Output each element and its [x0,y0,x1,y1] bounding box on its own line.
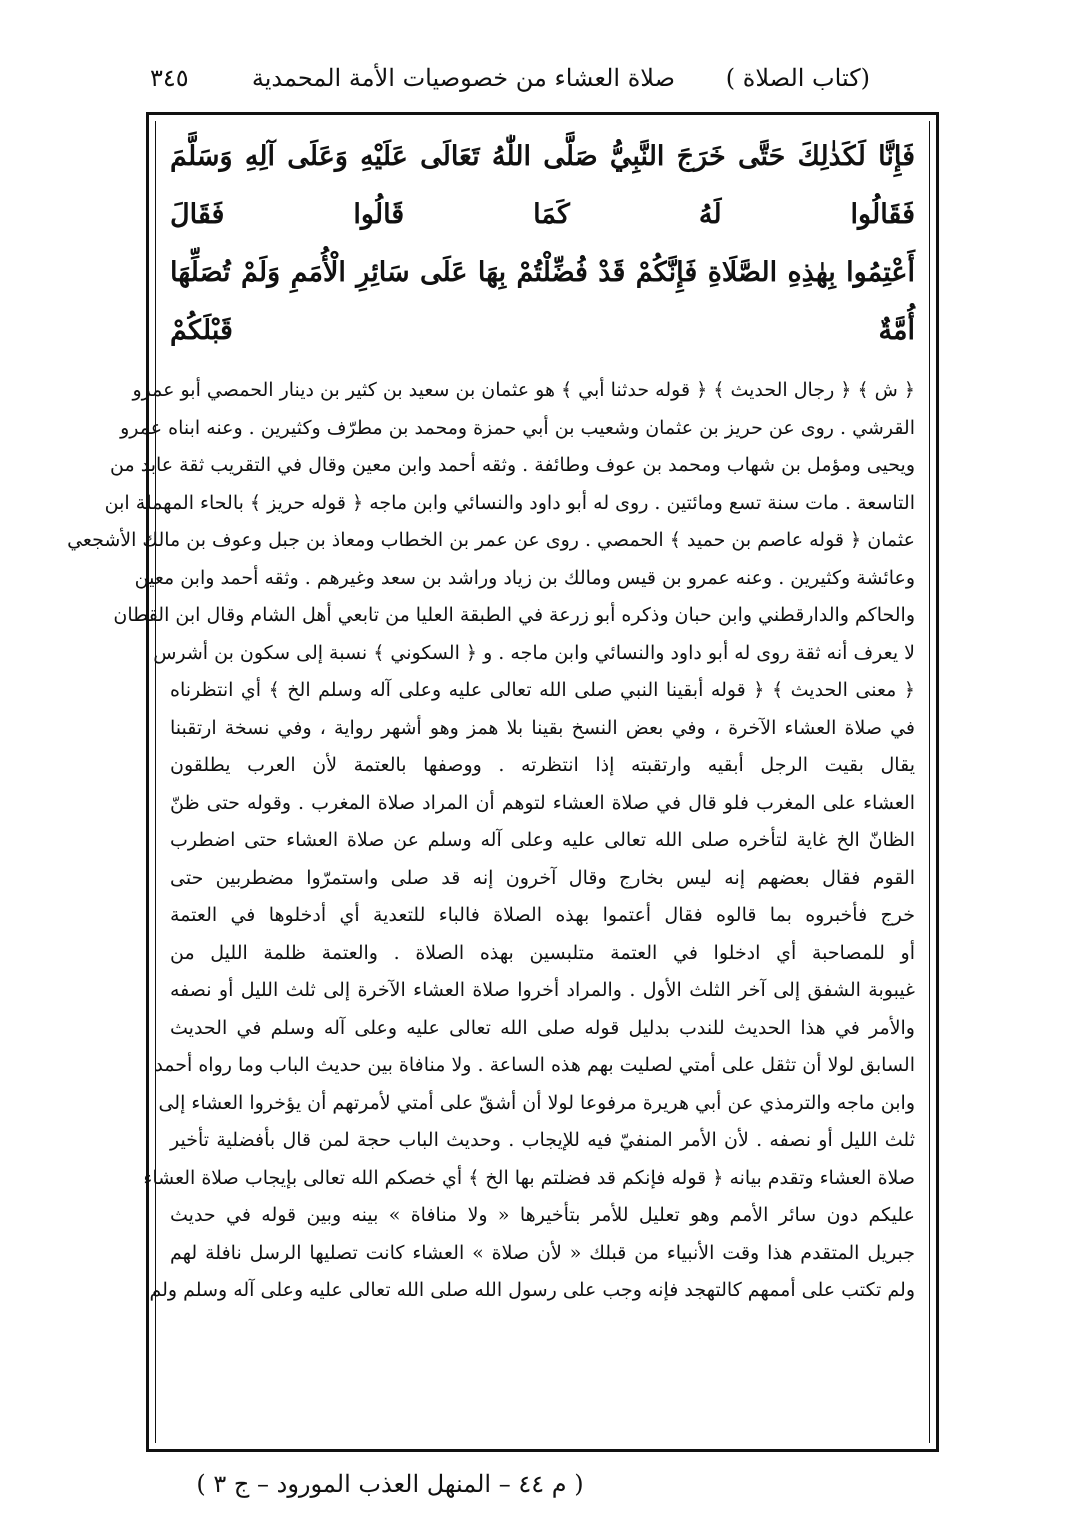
book-title: (كتاب الصلاة ) [725,64,870,92]
chapter-title: صلاة العشاء من خصوصيات الأمة المحمدية [251,64,675,92]
commentary-line: السابق لولا أن تثقل على أمتي لصليت بهم هذه الساعة . ولا منافاة بين حديث الباب وما رواه أحمد [154,1054,915,1076]
page-content [67,128,915,1310]
commentary-line: القوم فقال بعضهم إنه ليس بخارج وقال آخرون إنه قد صلى واستمرّوا مضطربين حتى [170,866,915,889]
commentary-line: ولم تكتب على أممهم كالتهجد فإنه وجب على رسول الله صلى الله تعالى عليه وعلى آله وسلم ولم [149,1279,915,1301]
commentary-line: لا يعرف أنه ثقة روى له أبو داود والنسائي وابن ماجه . و ﴿ السكوني ﴾ نسبة إلى سكون بن أشرس [153,641,915,664]
commentary-line: ويحيى ومؤمل بن شهاب ومحمد بن عوف وطائفة . وثقه أحمد وابن معين وقال في التقريب ثقة عابد من [110,454,915,476]
commentary-line: الظانّ الخ غاية لتأخره صلى الله تعالى عليه وعلى آله وسلم عن صلاة العشاء حتى اضطرب [170,829,915,851]
commentary-line: القرشي . روى عن حريز بن عثمان وشعيب بن أبي حمزة ومحمد بن مطرّف وكثيرين . وعنه ابناه عمرو [120,416,915,439]
commentary-line: خرج فأخبروه بما قالوه فقال أعتموا بهذه الصلاة فالباء للتعدية أي أدخلوها في العتمة [170,904,915,926]
commentary-line: والأمر في هذا الحديث للندب بدليل قوله صلى الله تعالى عليه وعلى آله وسلم في الحديث [170,1016,915,1039]
commentary-line: وابن ماجه والترمذي عن أبي هريرة مرفوعا لولا أن أشقّ على أمتي لأمرتهم أن يؤخروا العشاء إلى [158,1091,915,1114]
commentary-line: ثلث الليل أو نصفه . لأن الأمر المنفيّ فيه للإيجاب . وحديث الباب حجة لمن قال بأفضلية تأخير [170,1129,915,1151]
commentary-line: يقال بقيت الرجل أبقيه وارتقبته إذا انتظرته . ووصفها بالعتمة لأن العرب يطلقون [170,754,915,776]
commentary-line: في صلاة العشاء الآخرة ، وفي بعض النسخ بقينا بلا همز وهو أشهر رواية ، وفي نسخة ارتقبنا [170,716,915,739]
commentary-text [67,372,915,1310]
running-header [150,60,870,100]
commentary-line: جبريل المتقدم هذا وقت الأنبياء من قبلك « لأن صلاة » العشاء كانت تصليها الرسل نافلة لهم [170,1241,915,1264]
commentary-line: التاسعة . مات سنة تسع ومائتين . روى له أبو داود والنسائي وابن ماجه ﴿ قوله حريز ﴾ بالحاء المهملة ابن [104,491,915,514]
commentary-line: عثمان ﴿ قوله عاصم بن حميد ﴾ الحمصي . روى عن عمر بن الخطاب ومعاذ بن جبل وعوف بن مالك الأشجعي [67,529,915,551]
commentary-line: عليكم دون سائر الأمم وهو تعليل للأمر بتأخيرها « ولا منافاة » بينه وبين قوله في حديث [170,1204,915,1226]
commentary-line: صلاة العشاء وتقدم بيانه ﴿ قوله فإنكم قد فضلتم بها الخ ﴾ أي خصكم الله تعالى بإيجاب صلاة العشاء [143,1166,915,1189]
commentary-line: غيبوبة الشفق إلى آخر الثلث الأول . والمراد أخروا صلاة العشاء الآخرة إلى ثلث الليل أو نصفه [170,979,915,1001]
signature-footer: ( م ٤٤ – المنهل العذب المورود – ج ٣ ) [196,1470,584,1498]
hadith-text [170,128,915,360]
commentary-line: ﴿ ش ﴾ ﴿ رجال الحديث ﴾ ﴿ قوله حدثنا أبي ﴾ هو عثمان بن سعيد بن كثير بن دينار الحمصي أبو عمرو [132,379,915,401]
commentary-line: والحاكم والدارقطني وابن حبان وذكره أبو زرعة في الطبقة العليا من تابعي أهل الشام وقال ابن القطان [113,604,915,626]
page-number: ٣٤٥ [150,64,189,92]
hadith-line: أَعْتِمُوا بِهٰذِهِ الصَّلَاةِ فَإِنَّكُمْ قَدْ فُضِّلْتُمْ بِهَا عَلَى سَائِرِ الْأُمَمِ وَلَمْ تُصَلِّهَا أُمَّةٌ قَبْلَكُمْ [170,257,915,346]
commentary-line: وعائشة وكثيرين . وعنه عمرو بن قيس ومالك بن زياد وراشد بن سعد وغيرهم . وثقه أحمد وابن معين [134,566,915,589]
commentary-line: أو للمصاحبة أي ادخلوا في العتمة متلبسين بهذه الصلاة . والعتمة ظلمة الليل من [170,941,915,964]
commentary-line: ﴿ معنى الحديث ﴾ ﴿ قوله أبقينا النبي صلى الله تعالى عليه وعلى آله وسلم الخ ﴾ أي انتظرناه [170,679,915,701]
commentary-line: العشاء على المغرب فلو قال في صلاة العشاء لتوهم أن المراد صلاة المغرب . وقوله حتى ظنّ [170,791,915,814]
hadith-line: فَإِنَّا لَكَذٰلِكَ حَتَّى خَرَجَ النَّبِيُّ صَلَّى اللّٰهُ تَعَالَى عَلَيْهِ وَعَلَى آلِهِ وَسَلَّمَ فَقَالُوا لَهُ كَمَا قَالُوا فَقَالَ [170,141,915,230]
